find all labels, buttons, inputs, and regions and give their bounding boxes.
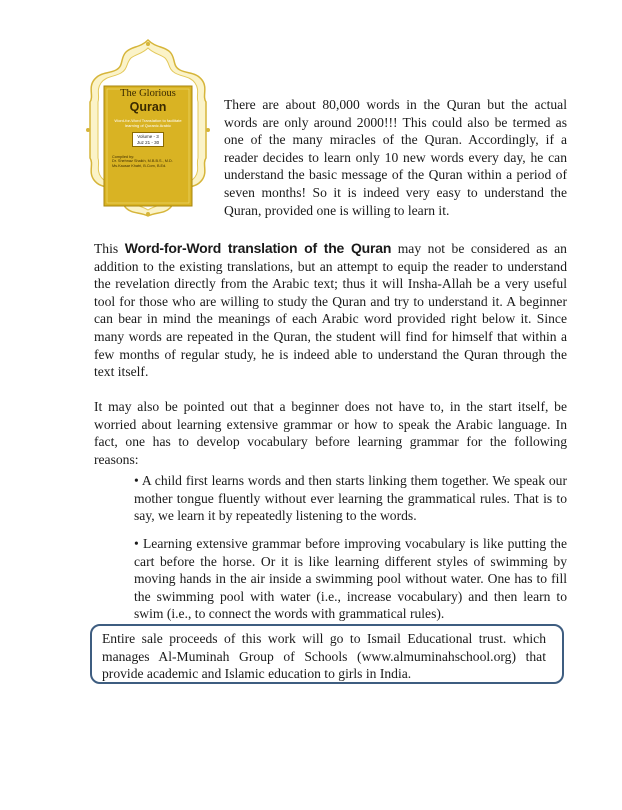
translation-paragraph xyxy=(94,240,567,381)
emphasized-title: Word-for-Word translation of the Quran xyxy=(124,240,392,256)
bullet-item: • Learning extensive grammar before improving vocabulary is like putting the cart before the horse. Or it is like learning different styles of swimming by moving hands in the air inside a swimming pool without water. One has to fill the swimming pool with water (i.e., increase vocabulary) and then learn to swim (i.e., to connect the words with grammatical rules). xyxy=(134,536,567,622)
intro-paragraph: There are about 80,000 words in the Quran but the actual words are only around 2000!!! This could also be termed as one of the many miracles of the Quran. Accordingly, if a reader decides to learn only 10 new words every day, he can understand the basic message of the Quran within a period of seven months! So it is indeed very easy to understand the Quran, provided one is willing to learn it. xyxy=(224,97,567,218)
cover-title-line1: The Glorious xyxy=(120,88,176,99)
sale-proceeds-notice: Entire sale proceeds of this work will go to Ismail Educational trust. which manages Al-Muminah Group of Schools (www.almuminahschool.org) that provide academic and Islamic education to girls in India. xyxy=(90,624,564,684)
bullet-item: • A child first learns words and then starts linking them together. We speak our mother tongue fluently without ever learning the grammatical rules. That is to say, we learn it by repeatedly listening to the words. xyxy=(134,473,567,524)
reasons-paragraph: It may also be pointed out that a beginner does not have to, in the start itself, be worried about learning extensive grammar or how to speak the Arabic language. In fact, one has to develop vocabulary before learning grammar for the following reasons: xyxy=(94,399,567,467)
cover-compiled-by xyxy=(112,155,192,169)
cover-panel xyxy=(104,86,192,206)
translation-paragraph-start: This xyxy=(94,241,125,256)
cover-title-line2: Quran xyxy=(129,100,167,114)
cover-juz: Juz 21 - 30 xyxy=(136,139,160,145)
cover-volume-box xyxy=(132,132,164,147)
cover-subtitle: Word-for-Word Translation to facilitate learning of Quranic Arabic xyxy=(114,118,182,128)
cover-author-1: Dr. Shehnaz Shaikh, M.B.B.S., M.D. xyxy=(112,159,173,164)
cover-author-2: Ms.Kausar Khatri, B.Com, B.Ed. xyxy=(112,164,167,169)
book-cover-image xyxy=(82,38,214,218)
cover-volume: Volume - 3 xyxy=(137,134,159,139)
translation-paragraph-rest: may not be considered as an addition to the existing translations, but an attempt to equip the reader to understand the revelation directly from the Arabic text; thus it will Insha-Allah be a very useful tool for those who are willing to study the Quran and try to understand it. A beginner can bear in mind the meanings of each Arabic word provided right below it. Since many words are repeated in the Quran, the student will find for himself that within a few months of regular study, he is indeed able to understand the Quran through the text itself. xyxy=(94,241,567,380)
cover-compiled-label: Compiled by: xyxy=(112,154,135,159)
